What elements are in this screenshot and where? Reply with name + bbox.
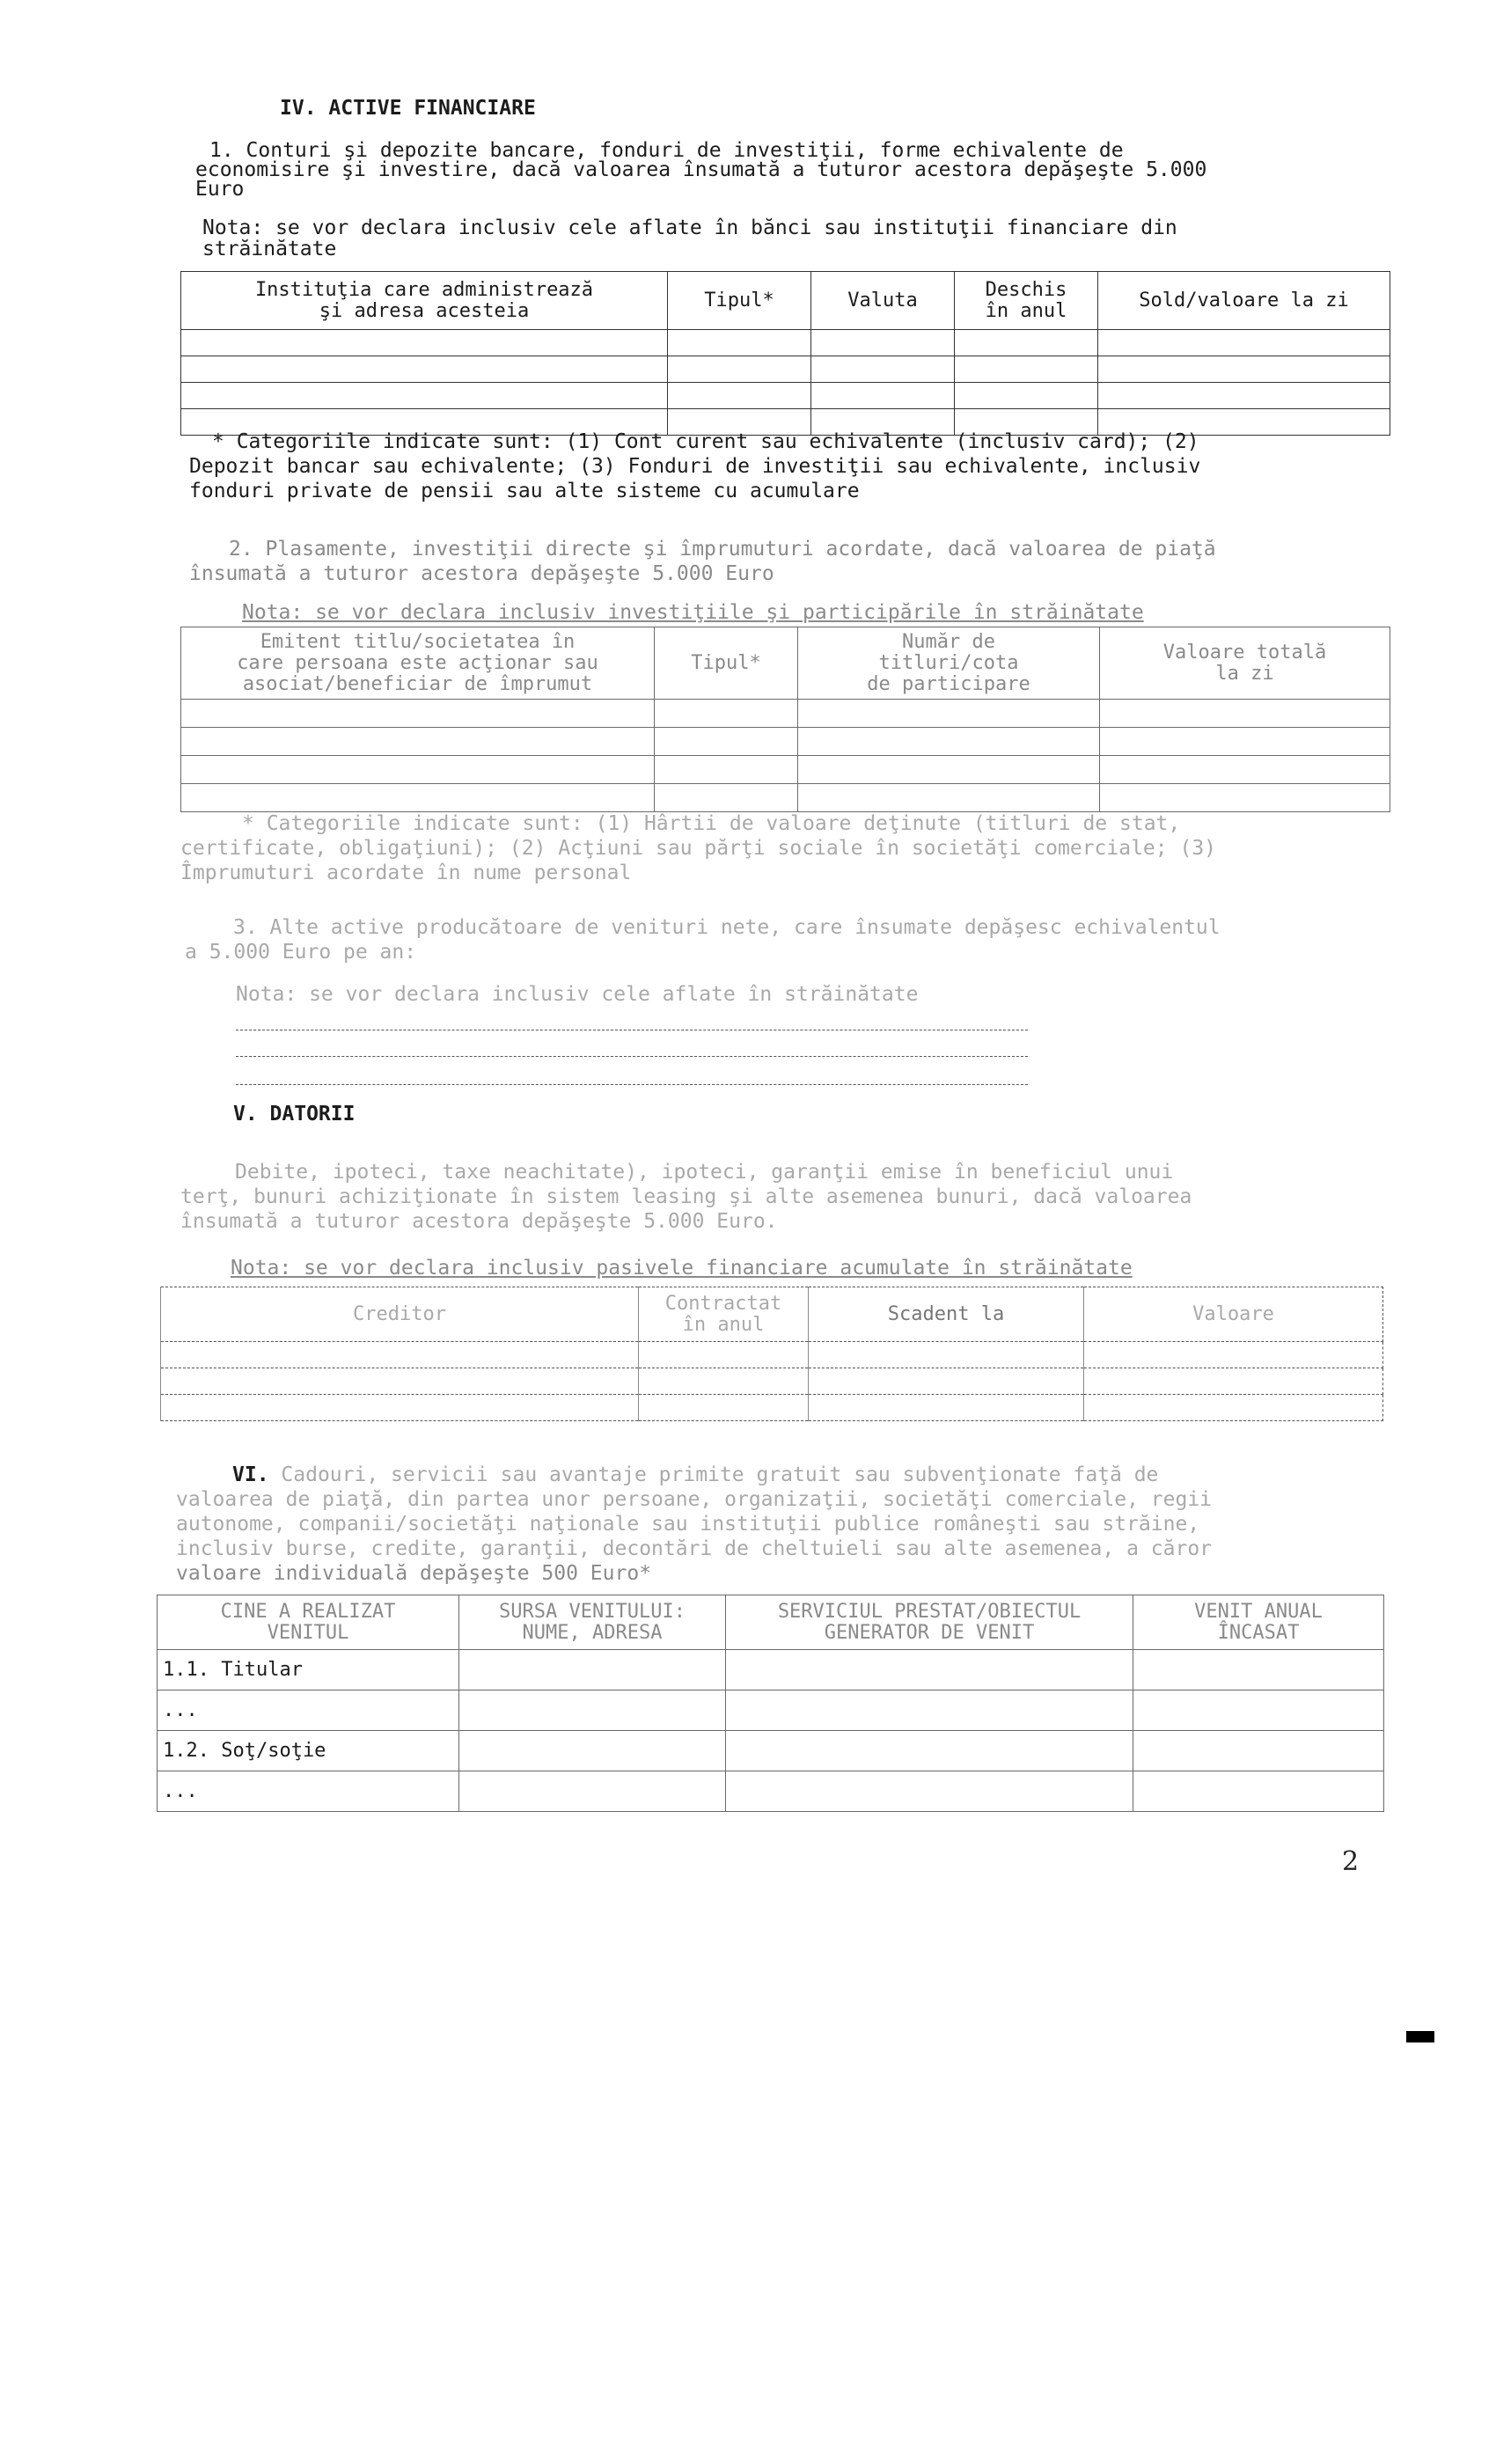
table-row (161, 1342, 1383, 1368)
header-text: în anul (985, 299, 1067, 322)
footnote-line: * Categoriile indicate sunt: (1) Cont curent sau echivalente (inclusiv card); (2) (212, 430, 1199, 453)
header-text: Număr de (902, 630, 995, 653)
section-v-text-line: terţ, bunuri achiziţionate în sistem leasing şi alte asemenea bunuri, dacă valoarea (180, 1185, 1192, 1208)
item2-text-line: însumată a tuturor acestora depăşeşte 5.000 Euro (189, 562, 774, 585)
page-number: 2 (1342, 1846, 1360, 1877)
header-text: titluri/cota (878, 651, 1019, 674)
row-label: ... (158, 1771, 459, 1812)
footnote-line: * Categoriile indicate sunt: (1) Hârtii de valoare deţinute (titluri de stat, (242, 812, 1181, 835)
debts-table (160, 1287, 1383, 1421)
header-text: Contractat (664, 1292, 782, 1315)
item1-footnote (189, 429, 1200, 503)
item1-text-line: Euro (195, 178, 245, 201)
row-label: 1.2. Soţ/soţie (158, 1731, 459, 1771)
table-row (158, 1731, 1384, 1771)
section-vi-text-line: autonome, companii/societăţi naţionale sau instituţii publice româneşti sau străine, (176, 1513, 1200, 1536)
header-issuer (181, 627, 655, 700)
header-text: asociat/beneficiar de împrumut (242, 672, 593, 695)
item3-text-line: a 5.000 Euro pe an: (185, 941, 417, 964)
row-label: ... (158, 1690, 459, 1731)
header-text: CINE A REALIZAT (220, 1600, 396, 1623)
header-text: Valoare totală (1162, 641, 1327, 664)
table-row (181, 756, 1390, 784)
section-iv-title: IV. ACTIVE FINANCIARE (280, 97, 536, 120)
footnote-line: fonduri private de pensii sau alte sisteme cu acumulare (189, 480, 860, 502)
table-row (181, 700, 1390, 728)
header-text: ÎNCASAT (1217, 1621, 1300, 1644)
section-v-paragraph (180, 1160, 1192, 1234)
section-v-text-line: Debite, ipoteci, taxe neachitate), ipoteci, garanţii emise în beneficiul unui (235, 1161, 1174, 1184)
table-row (158, 1650, 1384, 1690)
header-due: Scadent la (809, 1287, 1084, 1342)
header-opened (955, 272, 1098, 330)
item1-text-line: 1. Conturi şi depozite bancare, fonduri de investiţii, forme echivalente de (209, 139, 1124, 162)
section-vi-text-line: valoarea de piaţă, din partea unor persoane, organizaţii, societăţi comerciale, regii (176, 1488, 1213, 1511)
investments-table (180, 627, 1390, 812)
header-text: VENIT ANUAL (1194, 1600, 1323, 1623)
header-text: la zi (1215, 662, 1274, 685)
header-text: NUME, ADRESA (522, 1621, 663, 1644)
header-text: SURSA VENITULUI: (499, 1600, 686, 1623)
item3-text-line: 3. Alte active producătoare de venituri nete, care însumate depăşesc echivalentul (233, 916, 1221, 939)
table-row (181, 784, 1390, 812)
section-vi-text-line: valoare individuală depăşeşte 500 Euro* (176, 1562, 652, 1585)
blank-line (236, 1056, 1028, 1057)
table-row (161, 1368, 1383, 1395)
blank-line (236, 1084, 1028, 1085)
header-service (726, 1595, 1133, 1650)
table-row (181, 356, 1390, 383)
header-value (1100, 627, 1390, 700)
header-text: Emitent titlu/societatea în (260, 630, 576, 653)
header-currency: Valuta (811, 272, 955, 330)
header-type: Tipul* (655, 627, 798, 700)
section-v-text-line: însumată a tuturor acestora depăşeşte 5.000 Euro. (180, 1210, 778, 1233)
header-count (798, 627, 1100, 700)
header-who (158, 1595, 459, 1650)
item3-note: Nota: se vor declara inclusiv cele aflate în străinătate (236, 983, 919, 1006)
header-text: de participare (867, 672, 1030, 695)
item2-paragraph (189, 537, 1216, 586)
footnote-line: Împrumuturi acordate în nume personal (180, 862, 632, 884)
header-institution (181, 272, 668, 330)
header-value: Valoare (1084, 1287, 1383, 1342)
item1-note (202, 216, 1177, 261)
table-row (158, 1771, 1384, 1812)
header-text: GENERATOR DE VENIT (824, 1621, 1035, 1644)
header-income (1133, 1595, 1384, 1650)
section-vi-text: Cadouri, servicii sau avantaje primite gratuit sau subvenţionate faţă de (281, 1463, 1159, 1486)
footnote-line: Depozit bancar sau echivalente; (3) Fonduri de investiţii sau echivalente, inclusiv (189, 455, 1201, 478)
gifts-income-table (157, 1595, 1384, 1812)
footnote-line: certificate, obligaţiuni); (2) Acţiuni sau părţi sociale în societăţi comerciale; (3) (180, 837, 1217, 860)
header-text: SERVICIUL PRESTAT/OBIECTUL (777, 1600, 1082, 1623)
table-row (181, 728, 1390, 756)
table-row (158, 1690, 1384, 1731)
item2-text-line: 2. Plasamente, investiţii directe şi împrumuturi acordate, dacă valoarea de piaţă (229, 538, 1216, 561)
header-type: Tipul* (668, 272, 811, 330)
section-vi-text-line (176, 1463, 1212, 1487)
section-vi-title: VI. (232, 1463, 269, 1486)
scan-mark (1406, 2031, 1434, 2042)
item1-paragraph (195, 138, 1366, 202)
header-text: care persoana este acţionar sau (237, 651, 598, 674)
header-text: şi adresa acesteia (319, 299, 530, 322)
section-vi-paragraph (176, 1463, 1212, 1586)
item1-note-line: Nota: se vor declara inclusiv cele aflate în bănci sau instituţii financiare din (202, 216, 1177, 239)
item2-note: Nota: se vor declara inclusiv investiţiile şi participările în străinătate (242, 601, 1144, 624)
row-label: 1.1. Titular (158, 1650, 459, 1690)
header-creditor: Creditor (161, 1287, 639, 1342)
header-text: VENITUL (267, 1621, 349, 1644)
header-balance: Sold/valoare la zi (1098, 272, 1390, 330)
header-source (459, 1595, 726, 1650)
section-vi-text-line: inclusiv burse, credite, garanţii, decontări de cheltuieli sau alte asemenea, a căror (176, 1537, 1213, 1560)
header-text: Instituţia care administrează (254, 278, 594, 301)
table-row (181, 383, 1390, 409)
item3-paragraph (185, 915, 1221, 964)
section-v-note: Nota: se vor declara inclusiv pasivele financiare acumulate în străinătate (231, 1257, 1133, 1280)
table-row (181, 330, 1390, 356)
item2-footnote (180, 811, 1216, 885)
item1-text-line: economisire şi investire, dacă valoarea însumată a tuturor acestora depăşeşte 5.000 (195, 158, 1207, 181)
item1-note-line: străinătate (202, 238, 337, 260)
table-row (161, 1395, 1383, 1421)
header-contracted (639, 1287, 809, 1342)
financial-accounts-table (180, 271, 1390, 436)
header-text: Deschis (985, 278, 1067, 301)
header-text: în anul (682, 1313, 765, 1336)
section-v-title: V. DATORII (233, 1103, 356, 1126)
